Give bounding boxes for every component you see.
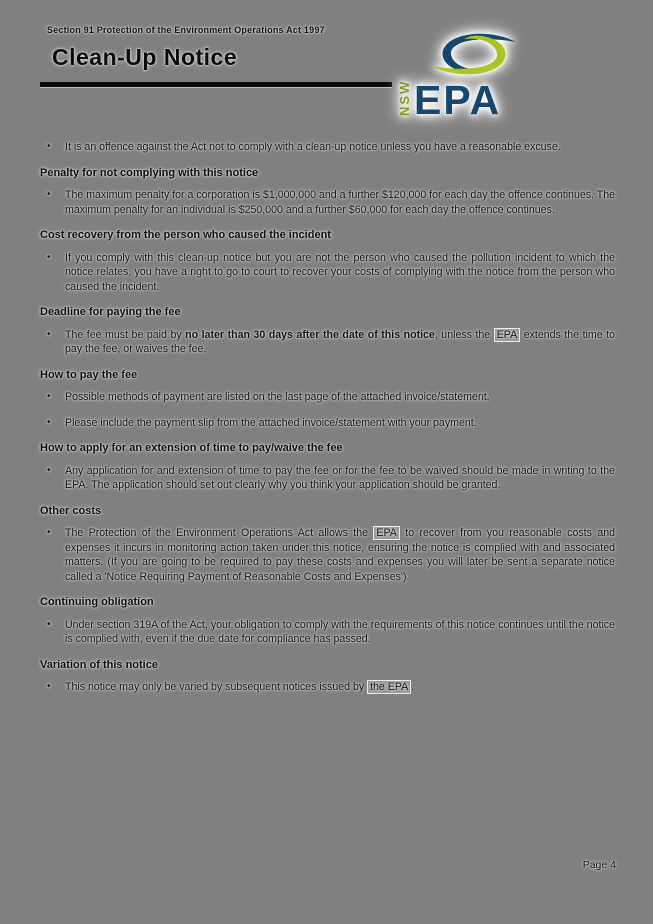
bullet-item [40, 526, 615, 584]
bullet-text: Any application for and extension of time to pay the fee or for the fee to be waived should be made in writing to the EPA. The application should set out clearly why you think your application should be granted. [65, 464, 615, 491]
notice-section [40, 658, 615, 695]
bullet-marker: • [47, 189, 51, 200]
nsw-label: NSW [397, 79, 412, 117]
epa-label: EPA [414, 77, 502, 124]
bullet-marker: • [47, 527, 51, 538]
epa-swirl-icon [424, 28, 524, 80]
bullet-text: Please include the payment slip from the attached invoice/statement with your payment. [65, 416, 477, 429]
epa-wordmark [397, 77, 502, 124]
section-heading: Penalty for not complying with this notice [40, 166, 259, 179]
bullet-marker: • [47, 328, 51, 340]
notice-section [40, 504, 615, 585]
bullet-marker: • [47, 416, 51, 428]
bullet-text: The maximum penalty for a corporation is $1,000,000 and a further $120,000 for each day the offence continues. The maximum penalty for an individual is $250,000 and a further $60,000 for each day the offence continues. [65, 189, 615, 216]
notice-section [40, 595, 615, 647]
bullet-item [40, 618, 615, 647]
bullet-item [40, 140, 615, 155]
bullet-marker: • [47, 681, 51, 692]
section-heading: How to apply for an extension of time to pay/waive the fee [40, 442, 343, 454]
bullet-item [40, 416, 615, 431]
notice-section [40, 441, 615, 493]
notice-section [40, 228, 615, 294]
sections [40, 140, 615, 695]
bullet-item [40, 390, 615, 405]
page-title: Clean-Up Notice [52, 44, 238, 70]
section-heading: Other costs [40, 504, 102, 517]
bullet-marker: • [47, 391, 51, 402]
section-heading: Deadline for paying the fee [40, 306, 181, 318]
bullet-text: If you comply with this clean-up notice but you are not the person who caused the pollution incident to which the notice relates, you have a right to go to court to recover your costs of complying with the notice from the person who caused the incident. [65, 251, 615, 293]
document-subtitle: Section 91 Protection of the Environment Operations Act 1997 [47, 25, 325, 35]
bullet-text: This notice may only be varied by subsequent notices issued by the EPA . [65, 681, 415, 693]
section-heading: Variation of this notice [40, 658, 158, 671]
section-heading: Cost recovery from the person who caused the incident [40, 229, 331, 241]
bullet-text: Possible methods of payment are listed on the last page of the attached invoice/statement. [65, 391, 490, 403]
bullet-marker: • [47, 618, 51, 630]
bullet-item [40, 251, 615, 295]
notice-section [40, 140, 615, 155]
notice-section [40, 305, 615, 357]
bullet-text: The Protection of the Environment Operations Act allows the EPA to recover from you reasonable costs and expenses it incurs in monitoring action taken under this notice, ensuring the notice is complied with and associated matters. (If you are going to be required to pay these costs and expenses you will later be sent a separate notice called a 'Notice Requiring Payment of Reasonable Costs and Expenses'). [65, 527, 615, 583]
bullet-text: It is an offence against the Act not to comply with a clean-up notice unless you have a reasonable excuse. [65, 141, 561, 153]
bullet-item [40, 188, 615, 217]
bullet-marker: • [47, 464, 51, 476]
bullet-item [40, 328, 615, 357]
bullet-marker: • [47, 141, 51, 152]
notice-body [40, 140, 615, 706]
bullet-text: Under section 319A of the Act, your obligation to comply with the requirements of this notice continues until the notice is complied with, even if the due date for compliance has passed. [65, 618, 615, 645]
epa-logo [397, 28, 548, 124]
bullet-text: The fee must be paid by no later than 30 days after the date of this notice, unless the EPA extends the time to pay the fee, or waives the fee. [65, 328, 615, 355]
bullet-marker: • [47, 251, 51, 263]
bullet-item [40, 464, 615, 493]
notice-section [40, 166, 615, 218]
notice-section [40, 368, 615, 431]
title-divider [40, 82, 392, 87]
page-number: Page 4 [582, 859, 616, 871]
section-heading: How to pay the fee [40, 368, 138, 381]
section-heading: Continuing obligation [40, 596, 154, 608]
bullet-item [40, 680, 615, 695]
